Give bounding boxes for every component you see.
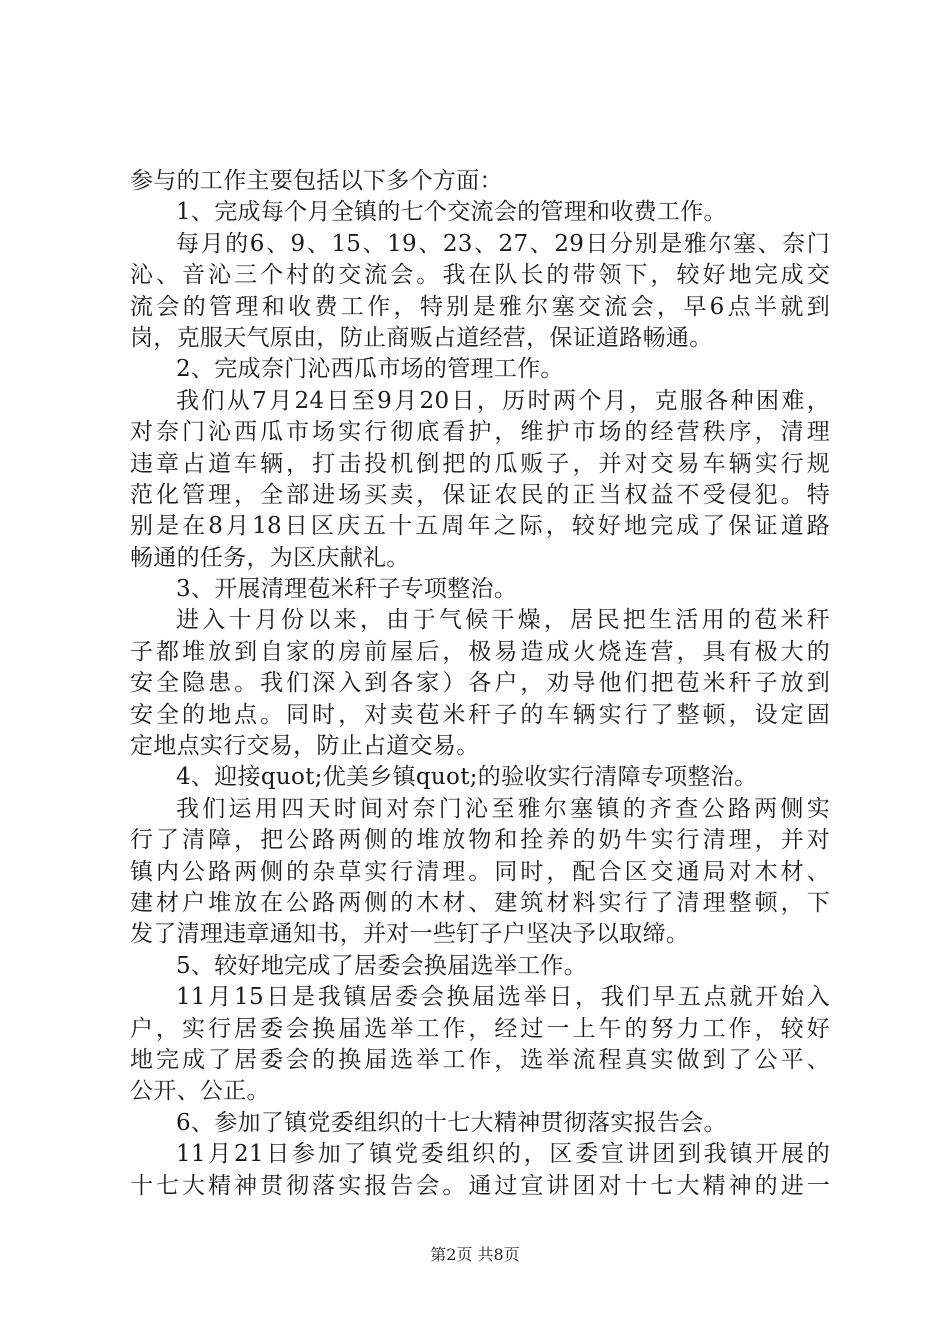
page-footer: 第2页 共8页 [430, 1245, 520, 1264]
text-line: 镇内公路两侧的杂草实行清理。同时，配合区交通局对木材、 [130, 858, 830, 885]
text-line: 2、完成奈门沁西瓜市场的管理工作。 [176, 356, 564, 383]
text-line: 公开、公正。 [130, 1078, 270, 1105]
text-line: 安全隐患。我们深入到各家）各户，劝导他们把苞米秆子放到 [130, 670, 830, 697]
text-line: 进入十月份以来，由于气候干燥，居民把生活用的苞米秆 [176, 607, 830, 634]
text-line: 11月21日参加了镇党委组织的，区委宣讲团到我镇开展的 [176, 1141, 830, 1168]
text-line: 定地点实行交易，防止占道交易。 [130, 733, 480, 760]
text-line: 参与的工作主要包括以下多个方面： [130, 168, 503, 194]
text-line: 户，实行居委会换届选举工作，经过一上午的努力工作，较好 [130, 1015, 830, 1042]
text-line: 建材户堆放在公路两侧的木材、建筑材料实行了清理整顿，下 [130, 889, 830, 916]
text-line: 畅通的任务，为区庆献礼。 [130, 544, 410, 571]
text-line: 每月的6、9、15、19、23、27、29日分别是雅尔塞、奈门 [176, 230, 830, 257]
text-line: 1、完成每个月全镇的七个交流会的管理和收费工作。 [176, 199, 727, 226]
text-line: 4、迎接quot;优美乡镇quot;的验收实行清障专项整治。 [176, 764, 758, 791]
text-line: 违章占道车辆，打击投机倒把的瓜贩子，并对交易车辆实行规 [130, 450, 830, 477]
text-line: 3、开展清理苞米秆子专项整治。 [176, 576, 518, 603]
document-body [130, 166, 830, 1202]
text-line: 沁、音沁三个村的交流会。我在队长的带领下，较好地完成交 [130, 262, 830, 289]
text-line: 我们运用四天时间对奈门沁至雅尔塞镇的齐查公路两侧实 [176, 795, 830, 822]
text-line: 子都堆放到自家的房前屋后，极易造成火烧连营，具有极大的 [130, 638, 830, 665]
text-line: 地完成了居委会的换届选举工作，选举流程真实做到了公平、 [130, 1046, 830, 1073]
text-line: 安全的地点。同时，对卖苞米秆子的车辆实行了整顿，设定固 [130, 701, 830, 728]
text-line: 别是在8月18日区庆五十五周年之际，较好地完成了保证道路 [130, 513, 830, 540]
text-line: 流会的管理和收费工作，特别是雅尔塞交流会，早6点半就到 [130, 293, 830, 320]
text-line: 发了清理违章通知书，并对一些钉子户坚决予以取缔。 [130, 921, 690, 948]
text-line: 我们从7月24日至9月20日，历时两个月，克服各种困难， [176, 387, 830, 414]
text-line: 行了清障，把公路两侧的堆放物和拴养的奶牛实行清理，并对 [130, 827, 830, 854]
text-line: 对奈门沁西瓜市场实行彻底看护，维护市场的经营秩序，清理 [130, 419, 830, 446]
text-line: 十七大精神贯彻落实报告会。通过宣讲团对十七大精神的进一 [130, 1172, 830, 1199]
text-line: 6、参加了镇党委组织的十七大精神贯彻落实报告会。 [176, 1109, 727, 1136]
text-line: 11月15日是我镇居委会换届选举日，我们早五点就开始入 [176, 984, 830, 1011]
text-line: 范化管理，全部进场买卖，保证农民的正当权益不受侵犯。特 [130, 481, 830, 508]
text-line: 岗，克服天气原由，防止商贩占道经营，保证道路畅通。 [130, 324, 713, 351]
text-line: 5、较好地完成了居委会换届选举工作。 [176, 952, 588, 979]
